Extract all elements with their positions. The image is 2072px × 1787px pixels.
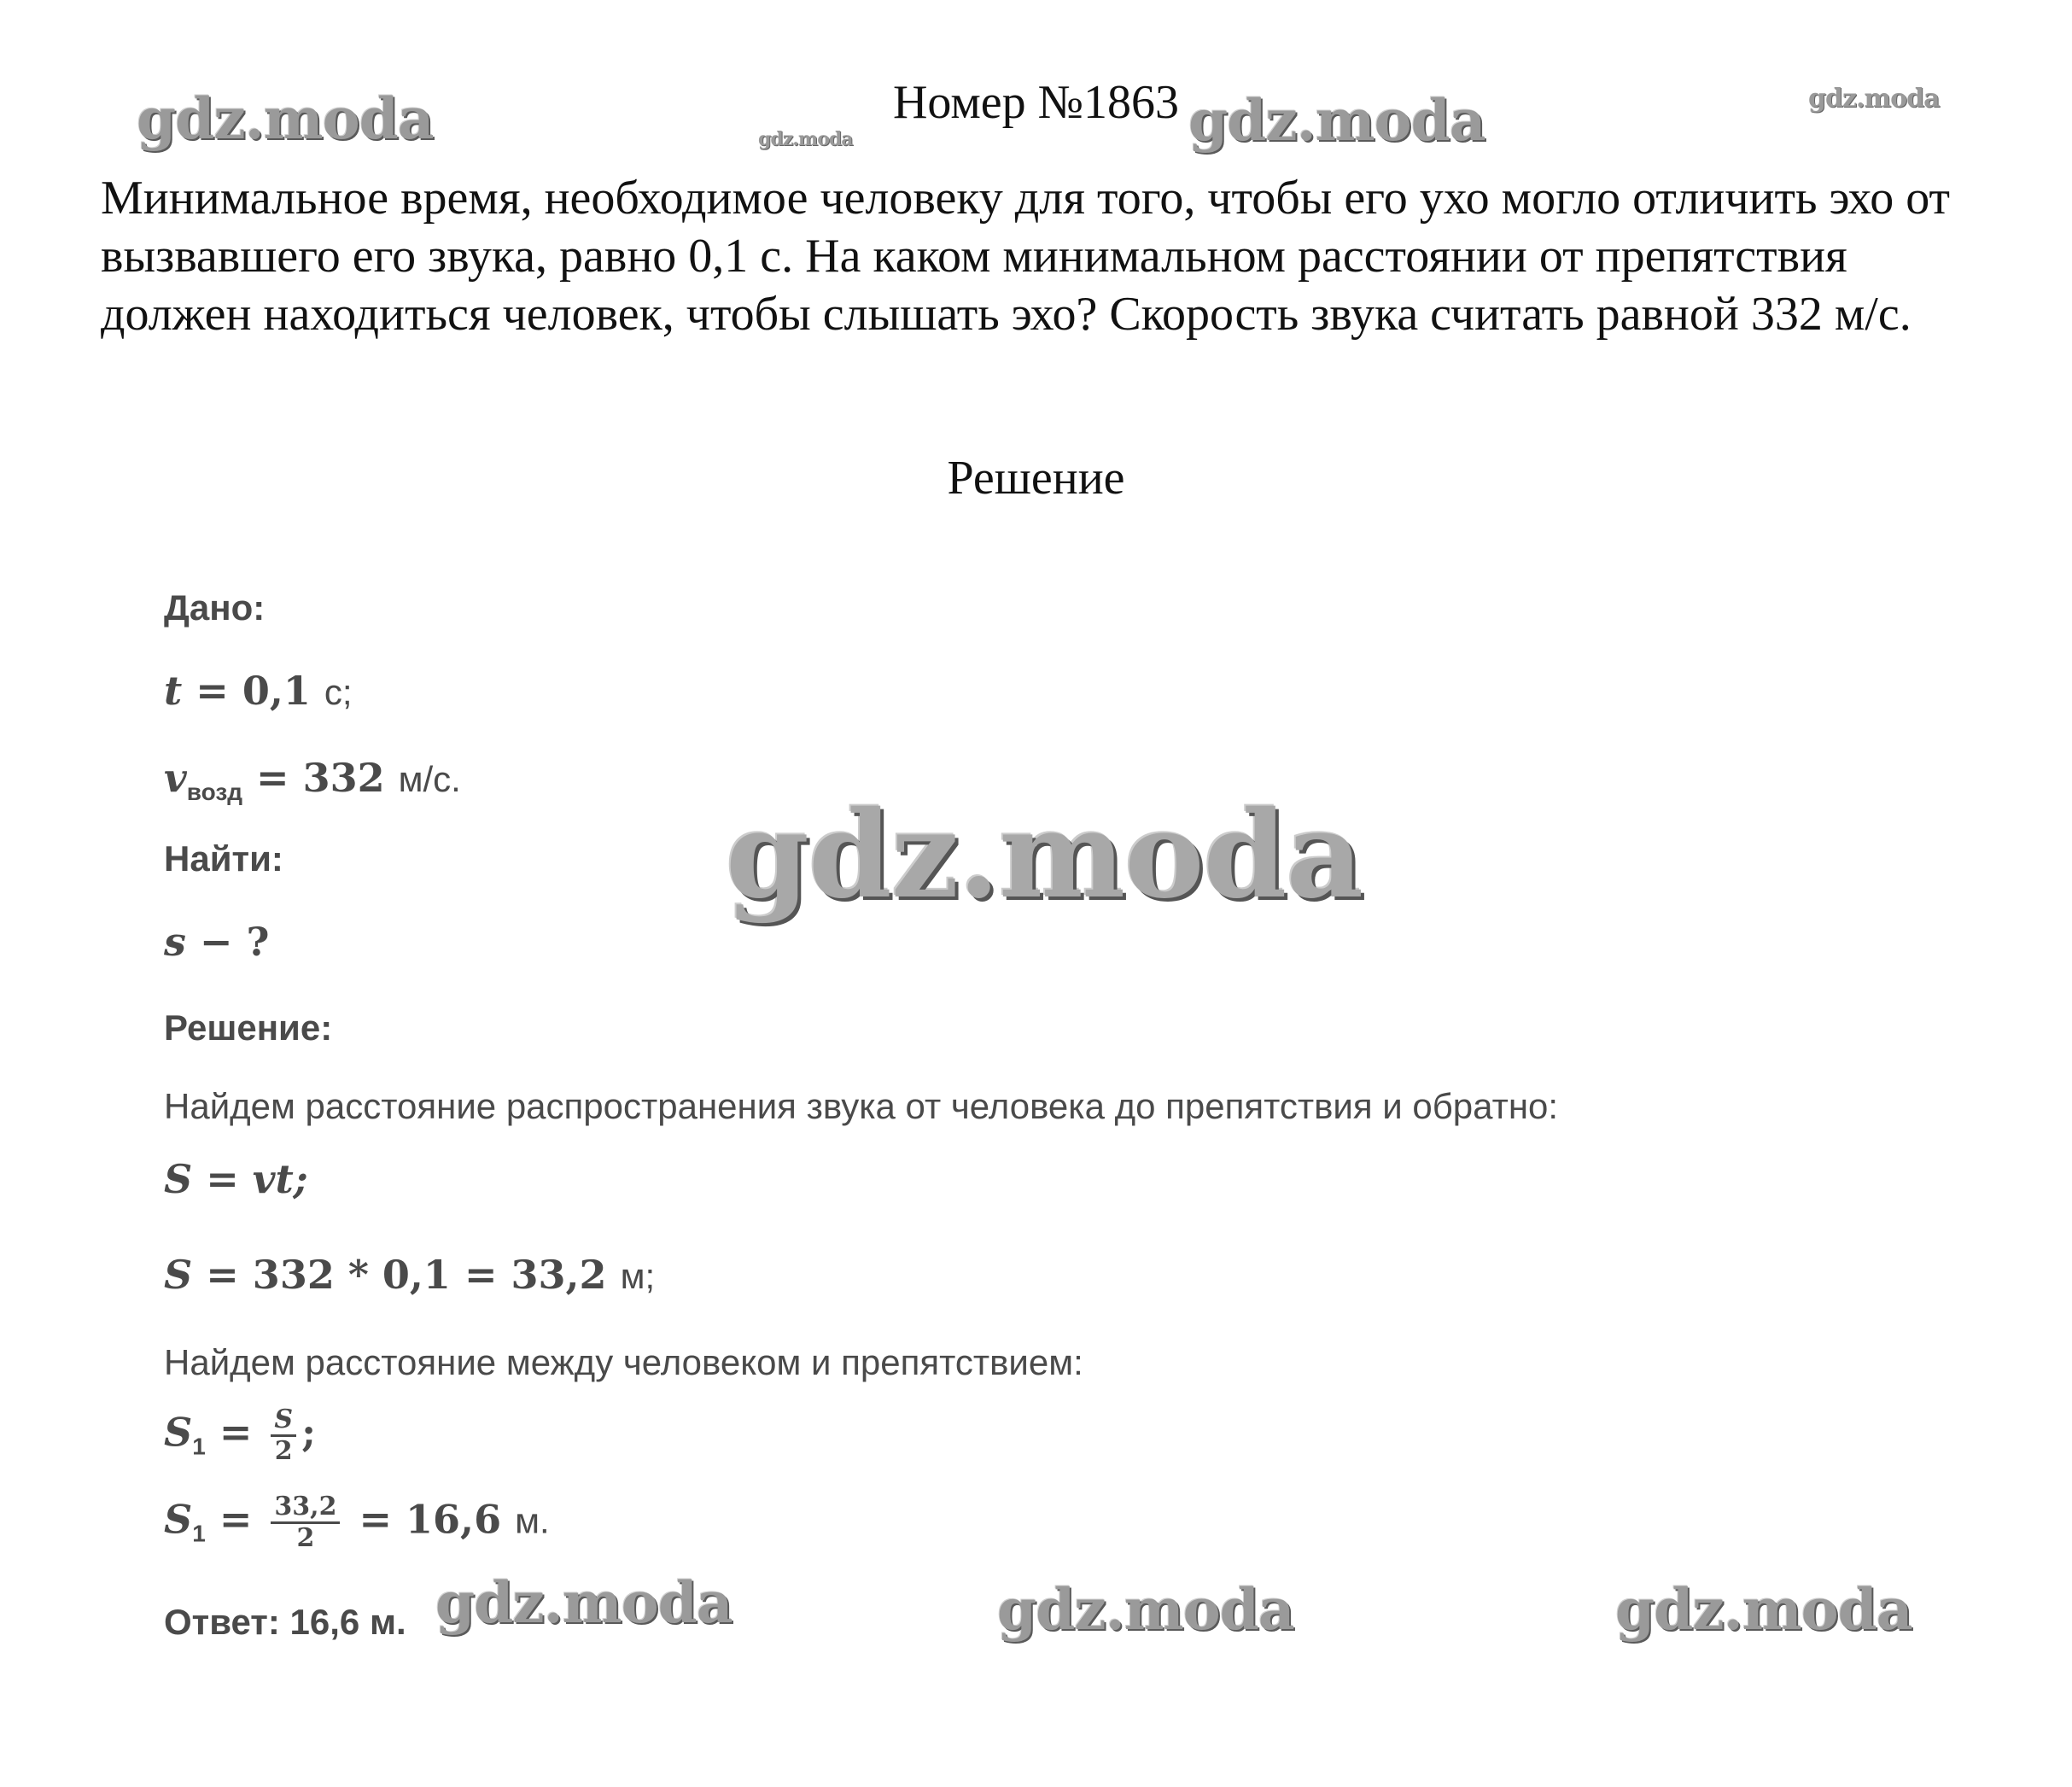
given-speed-variable: v — [164, 755, 187, 801]
formula-distance-calc — [164, 1252, 655, 1298]
formula-result-equals: = — [205, 1496, 266, 1543]
find-label: Найти: — [164, 838, 283, 879]
formula-half-variable: S — [164, 1409, 193, 1456]
formula-result-fraction — [271, 1492, 340, 1553]
given-time-unit: с; — [324, 672, 353, 712]
step-2-text: Найдем расстояние между человеком и препятствием: — [164, 1342, 1083, 1382]
problem-statement: Минимальное время, необходимое человеку для того, чтобы его ухо могло отличить эхо от вызвавшего его звука, равно 0,1 с. На каком минимальном расстоянии от препятствия должен находиться человек, чтобы слышать эхо? Скорость звука считать равной 332 м/с. — [101, 172, 1950, 341]
formula-half-end: ; — [301, 1409, 317, 1456]
formula-half-distance — [164, 1405, 316, 1466]
formula-distance-rhs: = vt; — [192, 1156, 308, 1202]
formula-result-unit: м. — [515, 1500, 550, 1541]
formula-distance — [164, 1156, 308, 1202]
formula-distance-variable: S — [164, 1156, 193, 1202]
watermark: gdz.moda — [997, 1576, 1294, 1643]
formula-result-value: = 16,6 — [345, 1496, 516, 1543]
find-question: − ? — [185, 919, 270, 965]
given-time-variable: t — [164, 668, 183, 714]
formula-half-calc — [164, 1492, 550, 1553]
find-expression — [164, 919, 269, 965]
watermark: gdz.moda — [1615, 1576, 1912, 1643]
given-speed-unit: м/с. — [398, 759, 461, 799]
formula-result-subscript: 1 — [192, 1520, 206, 1547]
given-speed — [164, 755, 461, 806]
find-variable: s — [164, 919, 186, 965]
solution-heading: Решение — [947, 452, 1125, 505]
formula-result-variable: S — [164, 1496, 193, 1543]
fraction-numerator: S — [271, 1405, 296, 1437]
given-time-value: = 0,1 — [182, 668, 324, 714]
formula-calc-unit: м; — [620, 1256, 656, 1296]
watermark: gdz.moda — [1808, 84, 1940, 114]
watermark: gdz.moda — [758, 128, 853, 150]
given-label: Дано: — [164, 587, 266, 628]
solution-label: Решение: — [164, 1007, 333, 1048]
formula-calc-variable: S — [164, 1252, 193, 1298]
formula-half-subscript: 1 — [192, 1433, 206, 1460]
given-speed-subscript: возд — [186, 779, 243, 805]
fraction-denominator: 2 — [274, 1436, 293, 1466]
step-1-text: Найдем расстояние распространения звука от человека до препятствия и обратно: — [164, 1086, 1559, 1126]
watermark: gdz.moda — [435, 1569, 732, 1636]
fraction-denominator: 2 — [296, 1523, 315, 1553]
formula-half-fraction — [271, 1405, 296, 1466]
watermark: gdz.moda — [1188, 87, 1485, 154]
fraction-numerator: 33,2 — [271, 1492, 340, 1524]
given-time — [164, 668, 353, 714]
page-title: Номер №1863 — [892, 76, 1180, 129]
answer-text: Ответ: 16,6 м. — [164, 1602, 406, 1642]
watermark: gdz.moda — [137, 85, 434, 152]
formula-half-equals: = — [205, 1409, 266, 1456]
given-speed-value: = 332 — [242, 755, 399, 801]
watermark: gdz.moda — [726, 785, 1363, 926]
formula-calc-rhs: = 332 * 0,1 = 33,2 — [192, 1252, 621, 1298]
